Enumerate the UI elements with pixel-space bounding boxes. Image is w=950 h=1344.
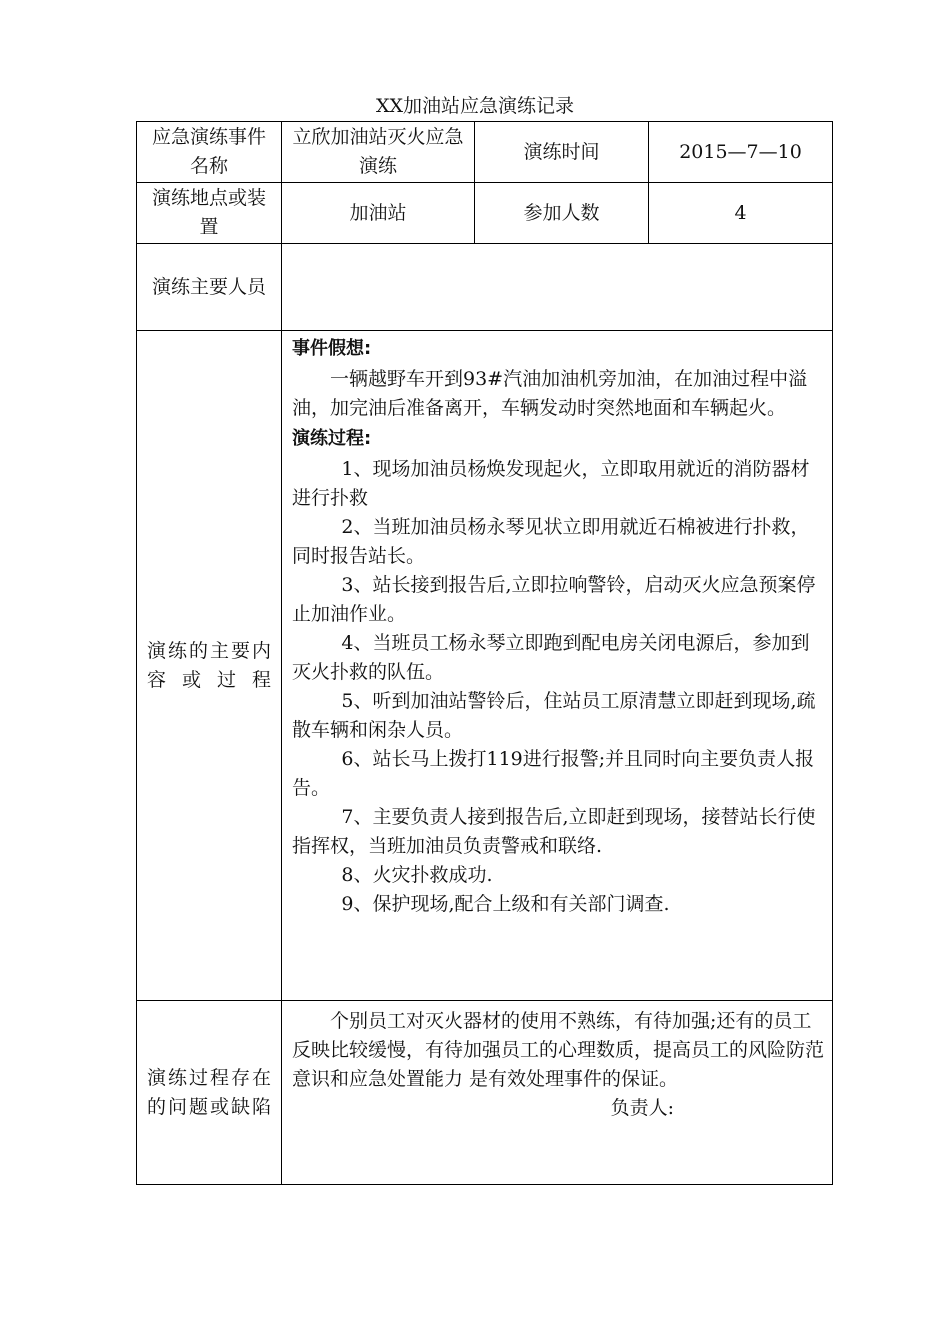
signature-label: 负责人: [610,1097,674,1119]
row-personnel [137,244,833,331]
location-value: 加油站 [282,183,475,244]
process-step: 3、站长接到报告后,立即拉响警铃，启动灭火应急预案停止加油作业。 [292,574,816,625]
personnel-value [282,244,833,331]
content-label: 演练的主要内容或过程 [137,331,282,1001]
process-step: 6、站长马上拨打119进行报警;并且同时向主要负责人报告。 [292,748,815,799]
process-step: 2、当班加油员杨永琴见状立即用就近石棉被进行扑救，同时报告站长。 [292,516,810,567]
problems-text: 个别员工对灭火器材的使用不熟练，有待加强;还有的员工反映比较缓慢，有待加强员工的心理数质，提高员工的风险防范意识和应急处置能力 是有效处理事件的保证。 [292,1010,825,1090]
content-body [282,331,833,1001]
personnel-label: 演练主要人员 [137,244,282,331]
row-content [137,331,833,1001]
hypothesis-text: 一辆越野车开到93#汽油加油机旁加油，在加油过程中溢油，加完油后准备离开，车辆发动时突然地面和车辆起火。 [292,368,808,419]
drill-time-label: 演练时间 [475,122,649,183]
participants-value: 4 [649,183,833,244]
event-name-label: 应急演练事件名称 [137,122,282,183]
hypothesis-heading: 事件假想: [292,338,372,359]
participants-label: 参加人数 [475,183,649,244]
process-step: 4、当班员工杨永琴立即跑到配电房关闭电源后，参加到灭火扑救的队伍。 [292,632,810,683]
problems-label: 演练过程存在的问题或缺陷 [137,1001,282,1185]
process-step: 8、火灾扑救成功. [341,864,493,886]
event-name-value: 立欣加油站灭火应急演练 [282,122,475,183]
row-event [137,122,833,183]
location-label: 演练地点或装置 [137,183,282,244]
row-location [137,183,833,244]
process-step: 7、主要负责人接到报告后,立即赶到现场，接替站长行使指挥权，当班加油员负责警戒和联络. [292,806,816,857]
problems-body [282,1001,833,1185]
row-problems [137,1001,833,1185]
drill-record-table [136,121,833,1185]
page-title: XX加油站应急演练记录 [375,95,575,117]
process-step: 9、保护现场,配合上级和有关部门调查. [341,893,670,915]
process-heading: 演练过程: [292,428,372,449]
process-step: 5、听到加油站警铃后，住站员工原清慧立即赶到现场,疏散车辆和闲杂人员。 [292,690,816,741]
drill-time-value: 2015—7—10 [649,122,833,183]
process-step: 1、现场加油员杨焕发现起火，立即取用就近的消防器材进行扑救 [292,458,810,509]
